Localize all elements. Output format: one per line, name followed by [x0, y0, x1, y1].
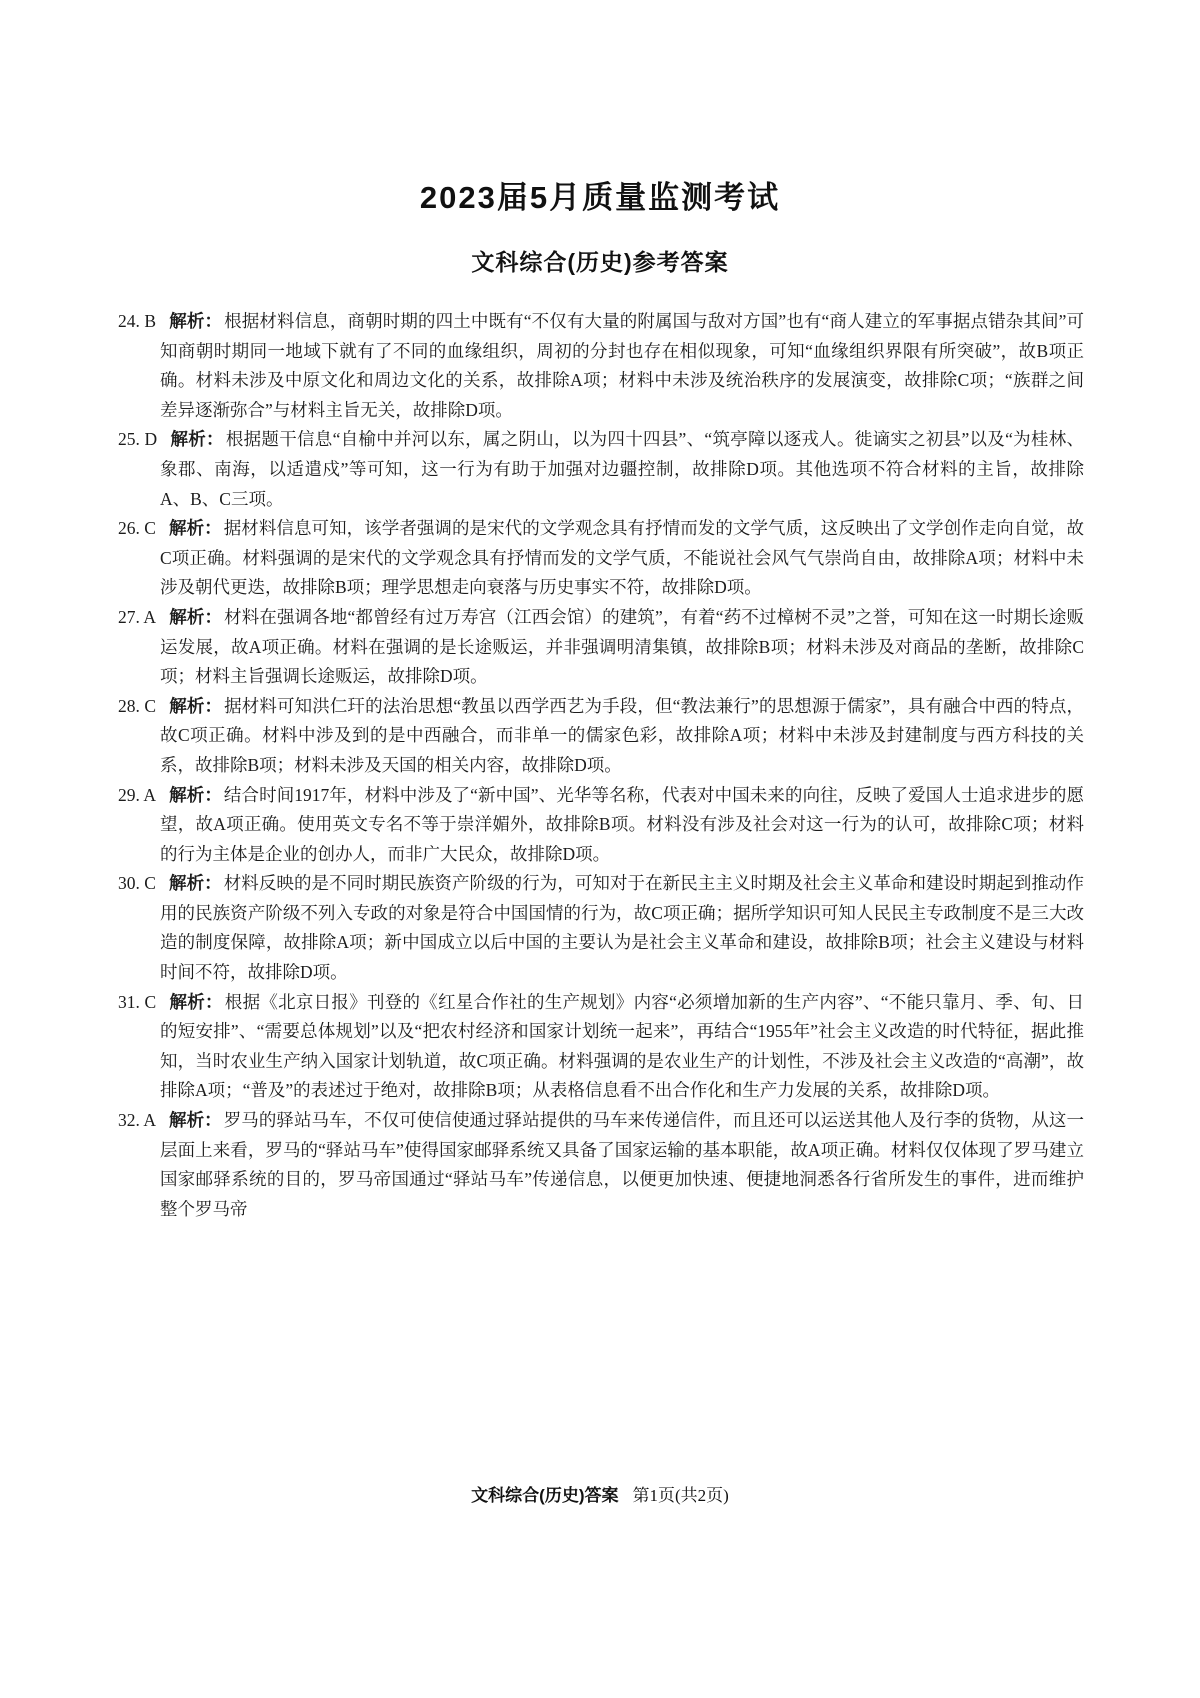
question-number-and-answer: 32. A: [118, 1110, 156, 1131]
answer-item: [118, 692, 1084, 781]
footer-page-label: 第1页(共2页): [632, 1486, 729, 1505]
answer-item: [118, 869, 1084, 987]
question-number-and-answer: 26. C: [118, 518, 156, 539]
question-number-and-answer: 30. C: [118, 873, 156, 894]
page-title: 2023届5月质量监测考试: [419, 180, 781, 215]
analysis-label: 解析：: [169, 991, 223, 1012]
answer-item: [118, 307, 1084, 425]
analysis-text: 根据题干信息“自榆中并河以东，属之阴山，以为四十四县”、“筑亭障以逐戎人。徙谪实之初县”以及“为桂林、象郡、南海，以适遣戍”等可知，这一行为有助于加强对边疆控制，故排除D项。其他选项不符合材料的主旨，故排除A、B、C三项。: [160, 429, 1085, 509]
analysis-text: 材料反映的是不同时期民族资产阶级的行为，可知对于在新民主主义时期及社会主义革命和建设时期起到推动作用的民族资产阶级不列入专政的对象是符合中国国情的行为，故C项正确；据所学知识可知人民民主专政制度不是三大改造的制度保障，故排除A项；新中国成立以后中国的主要认为是社会主义革命和建设，故排除B项；社会主义建设与材料时间不符，故排除D项。: [160, 873, 1084, 983]
question-number-and-answer: 27. A: [118, 606, 157, 627]
analysis-label: 解析：: [169, 606, 223, 627]
analysis-label: 解析：: [169, 784, 222, 805]
analysis-label: 解析：: [168, 518, 222, 539]
analysis-label: 解析：: [168, 1110, 222, 1131]
question-number-and-answer: 25. D: [118, 429, 158, 450]
page-subtitle: 文科综合(历史)参考答案: [471, 249, 729, 275]
analysis-label: 解析：: [170, 429, 224, 450]
question-number-and-answer: 24. B: [118, 311, 157, 331]
answer-item: [118, 514, 1084, 603]
analysis-text: 材料在强调各地“都曾经有过万寿宫（江西会馆）的建筑”，有着“药不过樟树不灵”之誉，可知在这一时期长途贩运发展，故A项正确。材料在强调的是长途贩运，并非强调明清集镇，故排除B项；材料未涉及对商品的垄断，故排除C项；材料主旨强调长途贩运，故排除D项。: [160, 606, 1084, 687]
question-number-and-answer: 31. C: [118, 991, 157, 1012]
analysis-label: 解析：: [169, 695, 223, 716]
question-number-and-answer: 29. A: [118, 784, 157, 805]
question-number-and-answer: 28. C: [118, 695, 157, 716]
answer-item: [118, 603, 1084, 692]
answer-item: [118, 988, 1084, 1106]
answer-item: [118, 781, 1084, 870]
analysis-text: 罗马的驿站马车，不仅可使信使通过驿站提供的马车来传递信件，而且还可以运送其他人及行李的货物，从这一层面上来看，罗马的“驿站马车”使得国家邮驿系统又具备了国家运输的基本职能，故A项正确。材料仅仅体现了罗马建立国家邮驿系统的目的，罗马帝国通过“驿站马车”传递信息，以便更加快速、便捷地洞悉各行省所发生的事件，进而维护整个罗马帝: [160, 1110, 1084, 1219]
page-footer: [0, 1481, 1200, 1506]
analysis-text: 根据材料信息，商朝时期的四土中既有“不仅有大量的附属国与敌对方国”也有“商人建立的军事据点错杂其间”可知商朝时期同一地域下就有了不同的血缘组织，周初的分封也存在相似现象，可知“血缘组织界限有所突破”，故B项正确。材料未涉及中原文化和周边文化的关系，故排除A项；材料中未涉及统治秩序的发展演变，故排除C项；“族群之间差异逐渐弥合”与材料主旨无关，故排除D项。: [160, 311, 1084, 420]
answer-list: [118, 307, 1084, 1224]
analysis-label: 解析：: [169, 311, 223, 331]
analysis-text: 据材料可知洪仁玕的法治思想“教虽以西学西艺为手段，但“教法兼行”的思想源于儒家”，具有融合中西的特点，故C项正确。材料中涉及到的是中西融合，而非单一的儒家色彩，故排除A项；材料中未涉及封建制度与西方科技的关系，故排除B项；材料未涉及天国的相关内容，故排除D项。: [160, 695, 1084, 775]
analysis-text: 据材料信息可知，该学者强调的是宋代的文学观念具有抒情而发的文学气质，这反映出了文学创作走向自觉，故C项正确。材料强调的是宋代的文学观念具有抒情而发的文学气质，不能说社会风气气崇尚自由，故排除A项；材料中未涉及朝代更迭，故排除B项；理学思想走向衰落与历史事实不符，故排除D项。: [160, 518, 1084, 598]
analysis-label: 解析：: [168, 873, 222, 894]
analysis-text: 结合时间1917年，材料中涉及了“新中国”、光华等名称，代表对中国未来的向往，反映了爱国人士追求进步的愿望，故A项正确。使用英文专名不等于崇洋媚外，故排除B项。材料没有涉及社会对这一行为的认可，故排除C项；材料的行为主体是企业的创办人，而非广大民众，故排除D项。: [160, 784, 1085, 864]
analysis-text: 根据《北京日报》刊登的《红星合作社的生产规划》内容“必须增加新的生产内容”、“不能只靠月、季、旬、日的短安排”、“需要总体规划”以及“把农村经济和国家计划统一起来”，再结合“1955年”社会主义改造的时代特征，据此推知，当时农业生产纳入国家计划轨道，故C项正确。材料强调的是农业生产的计划性，不涉及社会主义改造的“高潮”，故排除A项；“普及”的表述过于绝对，故排除B项；从表格信息看不出合作化和生产力发展的关系，故排除D项。: [160, 991, 1084, 1101]
footer-doc-label: 文科综合(历史)答案: [471, 1486, 619, 1505]
answer-item: [118, 1106, 1084, 1224]
answer-item: [118, 425, 1084, 514]
